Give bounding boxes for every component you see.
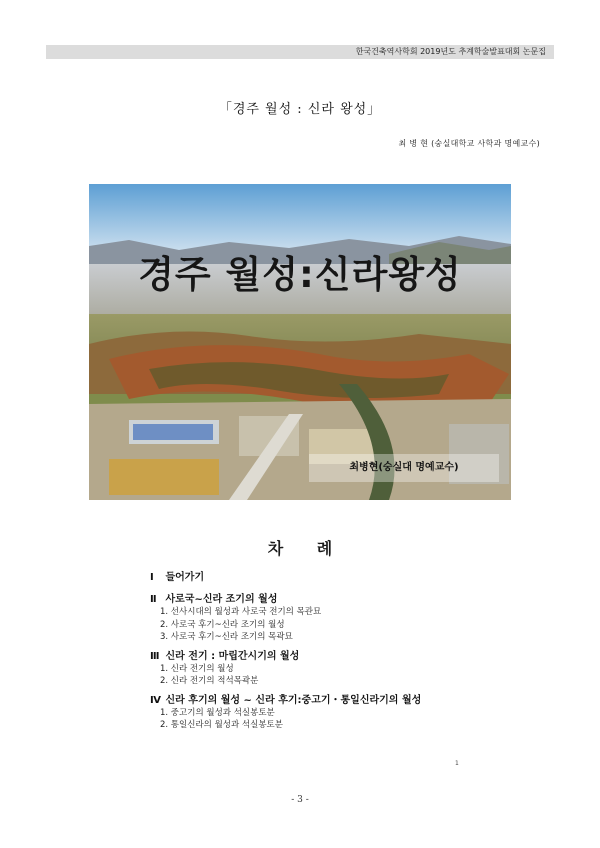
toc-item: 2. 신라 전기의 적석목곽분 <box>160 676 259 686</box>
table-of-contents <box>150 571 550 738</box>
page-number: - 3 - <box>291 795 309 805</box>
toc-item: 2. 사로국 후기~신라 조기의 월성 <box>160 619 285 630</box>
section-title: 사로국~신라 조기의 월성 <box>165 594 278 605</box>
toc-item: 1. 선사시대의 월성과 사로국 전기의 목관묘 <box>160 607 322 617</box>
document-title: 「경주 월성 : 신라 왕성」 <box>218 102 382 117</box>
toc-section-heading <box>150 571 550 584</box>
aerial-landscape-photo <box>89 184 511 500</box>
toc-item: 2. 통일신라의 월성과 석실봉토분 <box>160 720 283 730</box>
section-title: 신라 전기 : 마립간시기의 월성 <box>165 650 300 662</box>
toc-section-heading <box>150 694 550 707</box>
toc-section <box>150 593 550 644</box>
section-number: Ⅱ <box>150 594 157 605</box>
toc-section <box>150 694 550 732</box>
section-title: 신라 후기의 월성 ~ 신라 후기:중고기・통일신라기의 월성 <box>165 694 422 706</box>
cover-title: 경주 월성:신라왕성 <box>138 253 462 296</box>
cover-credit: 최병현(숭실대 명예교수) <box>309 454 499 482</box>
section-number: Ⅰ <box>150 572 154 583</box>
toc-item: 3. 사로국 후기~신라 조기의 목곽묘 <box>160 632 293 642</box>
author-line: 최 병 현 (숭실대학교 사학과 명예교수) <box>398 139 540 148</box>
section-number: Ⅲ <box>150 650 160 662</box>
toc-section-heading <box>150 650 550 663</box>
toc-item: 1. 중고기의 월성과 석실봉토분 <box>160 707 275 718</box>
running-header: 한국건축역사학회 2019년도 추계학술발표대회 논문집 <box>46 45 554 59</box>
cover-image <box>89 184 511 500</box>
toc-title: 차 례 <box>267 539 347 558</box>
section-title: 들어가기 <box>165 572 205 583</box>
toc-section <box>150 571 550 584</box>
toc-section-heading <box>150 593 550 606</box>
footnote-number: 1 <box>455 760 459 767</box>
toc-section <box>150 650 550 688</box>
section-number: Ⅳ <box>150 694 161 706</box>
toc-item: 1. 신라 전기의 월성 <box>160 663 234 674</box>
